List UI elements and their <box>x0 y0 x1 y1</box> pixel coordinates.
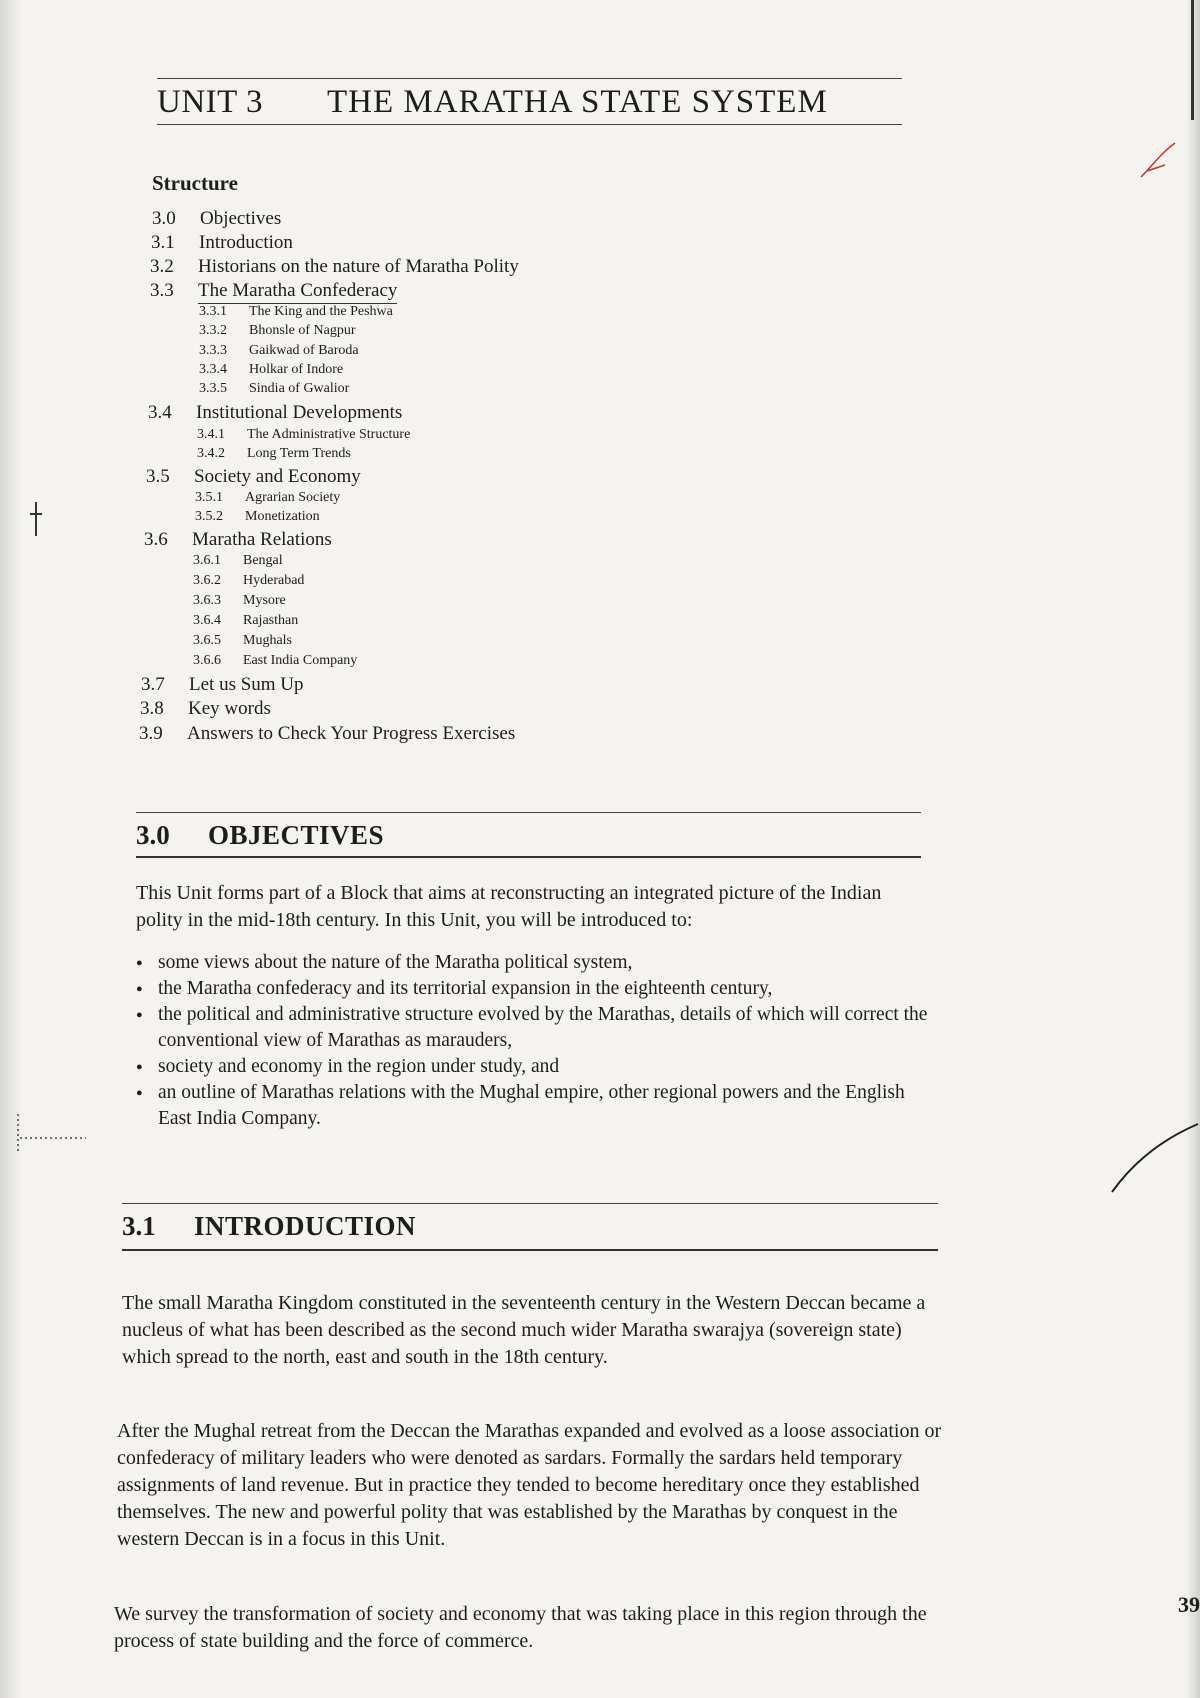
toc-text: Mughals <box>243 633 292 648</box>
section-rule-bottom <box>136 856 921 858</box>
toc-text: Objectives <box>200 208 282 229</box>
toc-text: Mysore <box>243 593 286 608</box>
toc-text: The Administrative Structure <box>247 427 411 442</box>
toc-item <box>199 323 356 339</box>
toc-number: 3.3.3 <box>199 343 227 358</box>
list-item: ● the Maratha confederacy and its territorial expansion in the eighteenth century, <box>136 976 936 1002</box>
section-number: 3.1 <box>122 1211 156 1241</box>
binding-line <box>1191 0 1194 120</box>
toc-item <box>146 466 361 488</box>
header-rule-bottom <box>157 124 902 125</box>
toc-number: 3.2 <box>150 256 174 277</box>
page-edge-left <box>0 0 22 1698</box>
toc-text: Sindia of Gwalior <box>249 381 350 396</box>
list-item: ● some views about the nature of the Maratha political system, <box>136 950 936 976</box>
intro-paragraph-2: After the Mughal retreat from the Deccan the Marathas expanded and evolved as a loose association or confederacy of military leaders who were denoted as sardars. Formally the sardars held temporary assignments of land revenue. But in practice they tended to become hereditary once they established themselves. The new and powerful polity that was established by the Marathas by conquest in the western Deccan is in a focus in this Unit. <box>117 1420 942 1550</box>
toc-item <box>195 509 320 525</box>
toc-item <box>193 633 292 649</box>
toc-number: 3.4 <box>148 402 172 423</box>
toc-item <box>199 381 349 397</box>
toc-text: Historians on the nature of Maratha Polity <box>198 256 519 277</box>
toc-item <box>193 593 286 609</box>
toc-text: The Maratha Confederacy <box>198 280 397 304</box>
toc-text: Introduction <box>199 232 293 253</box>
toc-item <box>193 613 298 629</box>
list-item: ● society and economy in the region under study, and <box>136 1054 936 1080</box>
toc-text: Let us Sum Up <box>189 674 304 695</box>
toc-item <box>152 208 281 230</box>
toc-text: Bhonsle of Nagpur <box>249 323 356 338</box>
toc-text: Society and Economy <box>194 466 361 487</box>
objectives-intro: This Unit forms part of a Block that aims at reconstructing an integrated picture of the Indian polity in the mid-18th century. In this Unit, you will be introduced to: <box>136 882 882 931</box>
section-number: 3.0 <box>136 820 170 850</box>
section-rule-top <box>122 1203 938 1204</box>
header-rule-top <box>157 78 902 79</box>
toc-number: 3.3 <box>150 280 174 301</box>
toc-item <box>151 232 293 254</box>
toc-number: 3.5.1 <box>195 490 223 505</box>
margin-mark-icon <box>8 1110 88 1160</box>
toc-number: 3.7 <box>141 674 165 695</box>
toc-text: East India Company <box>243 653 358 668</box>
toc-item <box>150 280 397 304</box>
toc-number: 3.3.4 <box>199 362 227 377</box>
section-title: INTRODUCTION <box>194 1211 417 1241</box>
toc-number: 3.6.3 <box>193 593 221 608</box>
toc-item <box>139 723 515 745</box>
section-title: OBJECTIVES <box>208 820 385 850</box>
toc-item <box>197 427 410 443</box>
toc-item <box>141 674 304 696</box>
toc-text: Rajasthan <box>243 613 299 628</box>
toc-number: 3.4.2 <box>197 446 225 461</box>
toc-number: 3.3.2 <box>199 323 227 338</box>
page-number: 39 <box>1178 1592 1200 1617</box>
margin-mark-icon <box>26 500 46 540</box>
toc-item <box>144 529 332 551</box>
toc-number: 3.5.2 <box>195 509 223 524</box>
unit-title: THE MARATHA STATE SYSTEM <box>327 84 828 120</box>
toc-text: Gaikwad of Baroda <box>249 343 359 358</box>
toc-number: 3.6 <box>144 529 168 550</box>
section-rule-top <box>136 812 921 813</box>
toc-number: 3.0 <box>152 208 176 229</box>
toc-item <box>199 343 359 359</box>
toc-number: 3.8 <box>140 698 164 719</box>
toc-number: 3.1 <box>151 232 175 253</box>
toc-text: Key words <box>188 698 271 719</box>
toc-text: Maratha Relations <box>192 529 332 550</box>
toc-number: 3.3.5 <box>199 381 227 396</box>
red-mark-icon <box>1135 135 1185 185</box>
toc-text: Long Term Trends <box>247 446 351 461</box>
section-rule-bottom <box>122 1249 938 1251</box>
toc-item <box>140 698 271 720</box>
toc-item <box>199 362 343 378</box>
intro-paragraph-1: The small Maratha Kingdom constituted in the seventeenth century in the Western Deccan became a nucleus of what has been described as the second much wider Maratha swarajya (sovereign state) which spread to the north, east and south in the 18th century. <box>122 1292 926 1368</box>
toc-item <box>193 553 283 569</box>
toc-item <box>195 490 340 506</box>
toc-text: Monetization <box>245 509 320 524</box>
toc-text: Holkar of Indore <box>249 362 344 377</box>
page-edge-right <box>1186 0 1200 1698</box>
toc-number: 3.4.1 <box>197 427 225 442</box>
toc-number: 3.6.1 <box>193 553 221 568</box>
toc-number: 3.6.5 <box>193 633 221 648</box>
toc-number: 3.3.1 <box>199 304 227 319</box>
toc-text: Agrarian Society <box>245 490 341 505</box>
toc-text: Answers to Check Your Progress Exercises <box>187 723 516 744</box>
list-item: ● the political and administrative structure evolved by the Marathas, details of which will correct the conventional view of Marathas as marauders, <box>136 1002 936 1054</box>
toc-number: 3.6.2 <box>193 573 221 588</box>
toc-text: Institutional Developments <box>196 402 403 423</box>
toc-item <box>150 256 519 278</box>
toc-item <box>148 402 402 424</box>
structure-heading: Structure <box>152 171 238 195</box>
toc-number: 3.6.6 <box>193 653 221 668</box>
toc-item <box>197 446 351 462</box>
intro-paragraph-3: We survey the transformation of society and economy that was taking place in this region through the process of state building and the force of commerce. <box>114 1603 927 1652</box>
toc-item <box>199 304 393 320</box>
toc-text: The King and the Peshwa <box>249 304 393 319</box>
toc-number: 3.9 <box>139 723 163 744</box>
toc-item <box>193 653 357 669</box>
pen-stroke-icon <box>1110 1120 1200 1200</box>
toc-number: 3.5 <box>146 466 170 487</box>
toc-text: Hyderabad <box>243 573 305 588</box>
list-item: ● an outline of Marathas relations with the Mughal empire, other regional powers and the English East India Company. <box>136 1080 936 1132</box>
toc-text: Bengal <box>243 553 283 568</box>
unit-label: UNIT 3 <box>157 84 263 120</box>
toc-number: 3.6.4 <box>193 613 221 628</box>
toc-item <box>193 573 304 589</box>
objectives-list <box>136 950 936 1132</box>
